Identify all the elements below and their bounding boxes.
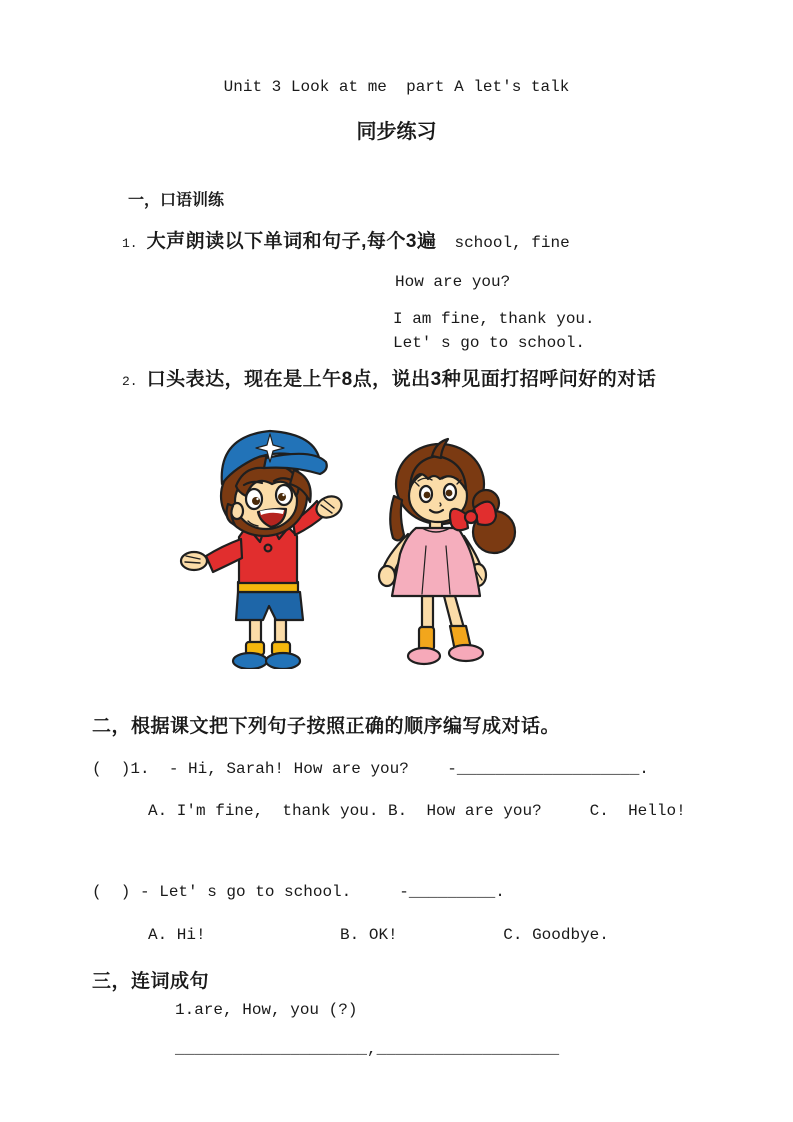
answer-blank-line: ____________________,___________________ (175, 1040, 560, 1058)
ordering-question-2-options: A. Hi! B. OK! C. Goodbye. (148, 926, 609, 944)
speaking-item (122, 364, 656, 391)
oral-section-heading: 一，口语训练 (128, 192, 225, 209)
practice-sentence: How are you? (395, 273, 511, 291)
speaking-instruction: 口头表达，现在是上午8点，说出3种见面打招呼问好的对话 (146, 369, 657, 390)
ordering-question-1-options: A. I'm fine, thank you. B. How are you? C. Hello! (148, 802, 686, 820)
boy-and-girl-illustration (178, 404, 523, 669)
ordering-question-2: ( ) - Let' s go to school. -_________. (92, 883, 505, 901)
practice-sentence: Let' s go to school. (393, 334, 586, 352)
item-number: 1. (122, 236, 138, 251)
read-aloud-item (122, 226, 570, 253)
page-title: Unit 3 Look at me part A let's talk (223, 78, 570, 96)
page-subtitle: 同步练习 (356, 121, 437, 143)
read-aloud-instruction: 大声朗读以下单词和句子,每个3遍 (146, 231, 437, 252)
practice-sentence: I am fine, thank you. (393, 310, 595, 328)
sentence-building-item: 1.are, How, you (?) (175, 1001, 358, 1019)
illustration-boy (181, 431, 345, 669)
word-list: school, fine (454, 234, 570, 252)
ordering-question-1: ( )1. - Hi, Sarah! How are you? -___________________. (92, 760, 649, 778)
sentence-building-heading: 三，连词成句 (92, 971, 210, 992)
illustration-girl (379, 439, 515, 664)
ordering-section-heading: 二，根据课文把下列句子按照正确的顺序编写成对话。 (92, 716, 561, 737)
item-number: 2. (122, 374, 138, 389)
